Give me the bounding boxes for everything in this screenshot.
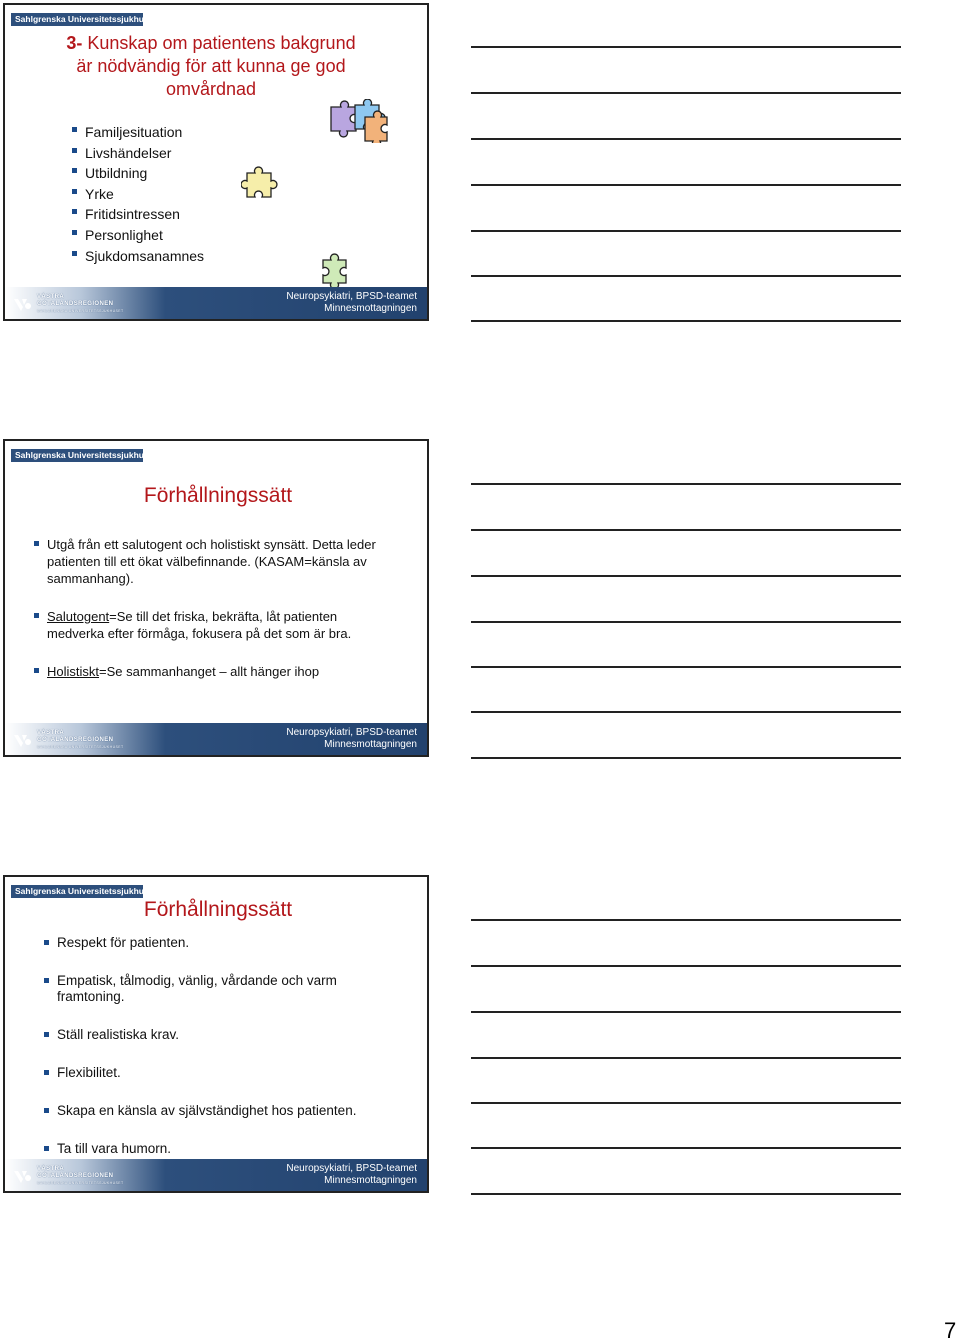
note-line — [471, 184, 901, 186]
note-line — [471, 483, 901, 485]
note-line — [471, 320, 901, 322]
puzzle-piece-yellow-icon — [241, 165, 283, 201]
list-item: Ta till vara humorn. — [57, 1141, 377, 1157]
slide-1-title: 3- Kunskap om patientens bakgrund är nödvändig för att kunna ge god omvårdnad — [66, 33, 356, 99]
list-item: Sjukdomsanamnes — [85, 246, 204, 267]
note-line — [471, 575, 901, 577]
department-label: Neuropsykiatri, BPSD-teamet Minnesmottagningen — [286, 727, 417, 750]
slide-footer — [5, 1159, 427, 1191]
sahlgrenska-logo: Sahlgrenska Universitetssjukhuset — [11, 449, 143, 462]
list-item: Fritidsintressen — [85, 204, 204, 225]
department-label: Neuropsykiatri, BPSD-teamet Minnesmottagningen — [286, 1163, 417, 1186]
list-item: Livshändelser — [85, 143, 204, 164]
note-line — [471, 92, 901, 94]
sahlgrenska-logo: Sahlgrenska Universitetssjukhuset — [11, 885, 143, 898]
note-line — [471, 230, 901, 232]
note-line — [471, 46, 901, 48]
slide-3 — [3, 875, 429, 1193]
page-number: 7 — [944, 1318, 957, 1343]
list-item: Ställ realistiska krav. — [57, 1027, 377, 1043]
list-item: Skapa en känsla av självständighet hos patienten. — [57, 1103, 377, 1119]
vgr-logo-icon — [13, 297, 33, 313]
note-line — [471, 965, 901, 967]
note-line — [471, 666, 901, 668]
vgr-logo-icon — [13, 1169, 33, 1185]
vgr-logo: VÄSTRA GÖTALANDSREGIONEN SAHLGRENSKA UNIVERSITETSSJUKHUSET — [13, 294, 124, 315]
slide-2 — [3, 439, 429, 757]
note-line — [471, 275, 901, 277]
note-line — [471, 919, 901, 921]
puzzle-piece-green-icon — [318, 253, 354, 289]
holistiskt-term: Holistiskt — [47, 664, 100, 679]
list-item: Utgå från ett salutogent och holistiskt synsätt. Detta leder patienten till ett ökat välbefinnande. (KASAM=känsla av sammanhang). — [47, 536, 387, 587]
slide-1-title-number: 3- — [66, 33, 83, 53]
note-line — [471, 757, 901, 759]
puzzle-cluster-icon — [327, 99, 389, 143]
slide-footer — [5, 723, 427, 755]
list-item: Holistiskt=Se sammanhanget – allt hänger ihop — [47, 663, 387, 680]
salutogent-term: Salutogent — [47, 609, 110, 624]
slide-2-bullet-list — [47, 536, 387, 680]
list-item: Salutogent=Se till det friska, bekräfta, låt patienten medverka efter förmåga, fokusera på det som är bra. — [47, 608, 387, 642]
list-item: Empatisk, tålmodig, vänlig, vårdande och varm framtoning. — [57, 973, 377, 1005]
note-line — [471, 1057, 901, 1059]
vgr-logo: VÄSTRA GÖTALANDSREGIONEN SAHLGRENSKA UNIVERSITETSSJUKHUSET — [13, 1166, 124, 1187]
note-line — [471, 1011, 901, 1013]
slide-footer — [5, 287, 427, 319]
department-label: Neuropsykiatri, BPSD-teamet Minnesmottagningen — [286, 291, 417, 314]
note-line — [471, 711, 901, 713]
slide-3-bullet-list — [57, 935, 377, 1157]
list-item: Familjesituation — [85, 122, 204, 143]
slide-2-title: Förhållningssätt — [143, 484, 293, 507]
note-line — [471, 1193, 901, 1195]
sahlgrenska-logo: Sahlgrenska Universitetssjukhuset — [11, 13, 143, 26]
list-item: Yrke — [85, 184, 204, 205]
vgr-logo: VÄSTRA GÖTALANDSREGIONEN SAHLGRENSKA UNIVERSITETSSJUKHUSET — [13, 730, 124, 751]
slide-1-bullet-list — [85, 122, 204, 266]
note-line — [471, 1102, 901, 1104]
note-line — [471, 529, 901, 531]
list-item: Flexibilitet. — [57, 1065, 377, 1081]
note-line — [471, 138, 901, 140]
slide-3-title: Förhållningssätt — [143, 898, 293, 921]
note-line — [471, 621, 901, 623]
list-item: Utbildning — [85, 163, 204, 184]
list-item: Personlighet — [85, 225, 204, 246]
note-line — [471, 1147, 901, 1149]
list-item: Respekt för patienten. — [57, 935, 377, 951]
slide-1 — [3, 3, 429, 321]
vgr-logo-icon — [13, 733, 33, 749]
